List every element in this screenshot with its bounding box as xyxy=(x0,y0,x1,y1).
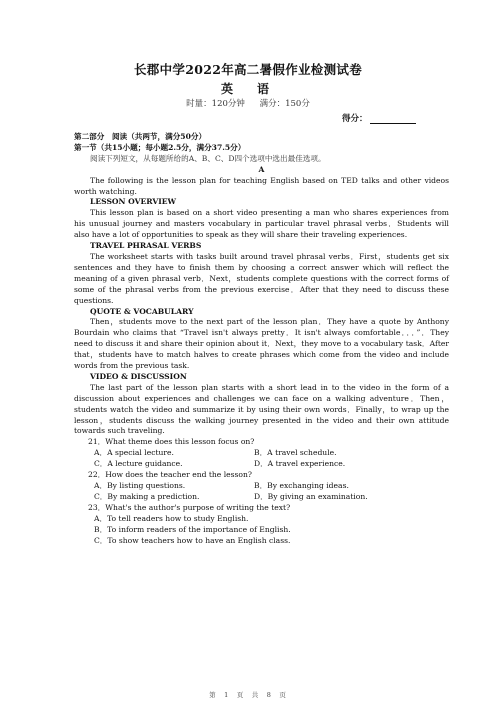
score-label: 得分： xyxy=(342,114,368,124)
option-row xyxy=(74,459,449,470)
time-limit: 时量：120分钟 xyxy=(186,99,245,109)
section-text-phrasal-verbs: The worksheet starts with tasks built around travel phrasal verbs．First，students get six sentences and they have to finish them by choosing a correct answer which will reflect the meaning of a given phrasal verb．Next，students complete questions with the correct forms of some of the phrasal verbs from the previous exercise．After that they need to discuss these questions. xyxy=(74,251,449,305)
subject-title: 英 语 xyxy=(220,82,275,96)
option[interactable]: A．A special lecture. xyxy=(94,448,174,458)
section-text-overview: This lesson plan is based on a short video presenting a man who shares experiences from his unusual journey and masters vocabulary in particular travel phrasal verbs．Students will also have a lot of opportunities to speak as they will share their traveling experiences. xyxy=(74,208,449,240)
option[interactable]: B．A travel schedule. xyxy=(254,448,337,458)
passage-intro: The following is the lesson plan for teaching English based on TED talks and other videos worth watching. xyxy=(74,175,449,196)
option[interactable]: B．To inform readers of the importance of English. xyxy=(94,524,291,534)
section-heading: 第一节（共15小题；每小题2.5分，满分37.5分） xyxy=(74,142,246,152)
full-score: 满分：150分 xyxy=(259,99,310,109)
option-row xyxy=(74,492,449,503)
exam-title: 长郡中学2022年高二暑假作业检测试卷 xyxy=(134,62,362,77)
score-blank[interactable] xyxy=(370,114,416,124)
exam-meta xyxy=(0,97,496,109)
instruction: 阅读下列短文，从每题所给的A、B、C、D四个选项中选出最佳选项。 xyxy=(90,153,326,163)
section-heading-overview: LESSON OVERVIEW xyxy=(90,197,177,207)
section-text-quote: Then，students move to the next part of the lesson plan．They have a quote by Anthony Bourdain who claims that “Travel isn't always pretty．It isn't always comfortable．．．”．They need to discuss it and share their opinion about it．Next，they move to a vocabulary task．After that，students have to match halves to create phrases which come from the video and include words from the previous task. xyxy=(74,317,449,371)
option[interactable]: C．By making a prediction. xyxy=(94,491,200,501)
option-row xyxy=(74,481,449,492)
part-heading: 第二部分 阅读（共两节，满分50分） xyxy=(74,132,207,141)
option[interactable]: B．By exchanging ideas. xyxy=(254,481,349,490)
passage-letter: A xyxy=(258,164,265,174)
option[interactable]: A．By listing questions. xyxy=(94,481,186,490)
section-heading-video: VIDEO & DISCUSSION xyxy=(90,371,187,381)
option[interactable]: D．A travel experience. xyxy=(254,459,346,469)
page-footer: 第 1 页 共 8 页 xyxy=(209,691,287,699)
option-row xyxy=(74,448,449,459)
question-stem: 23．What's the author's purpose of writing the text? xyxy=(88,502,291,512)
option[interactable]: D．By giving an examination. xyxy=(254,491,368,501)
section-text-video: The last part of the lesson plan starts with a short lead in to the video in the form of a discussion about experiences and challenges we can face on a walking adventure．Then，students watch the video and summarize it by using their own words．Finally，to wrap up the lesson，students discuss the walking journey presented in the video and their own attitude towards such traveling. xyxy=(74,382,449,436)
section-heading-quote: QUOTE & VOCABULARY xyxy=(90,306,194,316)
option[interactable]: C．A lecture guidance. xyxy=(94,459,183,469)
option[interactable]: C．To show teachers how to have an English class. xyxy=(94,535,291,545)
score-field xyxy=(342,112,416,124)
question-stem: 22．How does the teacher end the lesson? xyxy=(88,470,252,480)
option[interactable]: A．To tell readers how to study English. xyxy=(94,513,249,523)
section-heading-phrasal-verbs: TRAVEL PHRASAL VERBS xyxy=(90,241,202,251)
question-stem: 21．What theme does this lesson focus on? xyxy=(88,437,255,447)
exam-content xyxy=(74,132,449,546)
